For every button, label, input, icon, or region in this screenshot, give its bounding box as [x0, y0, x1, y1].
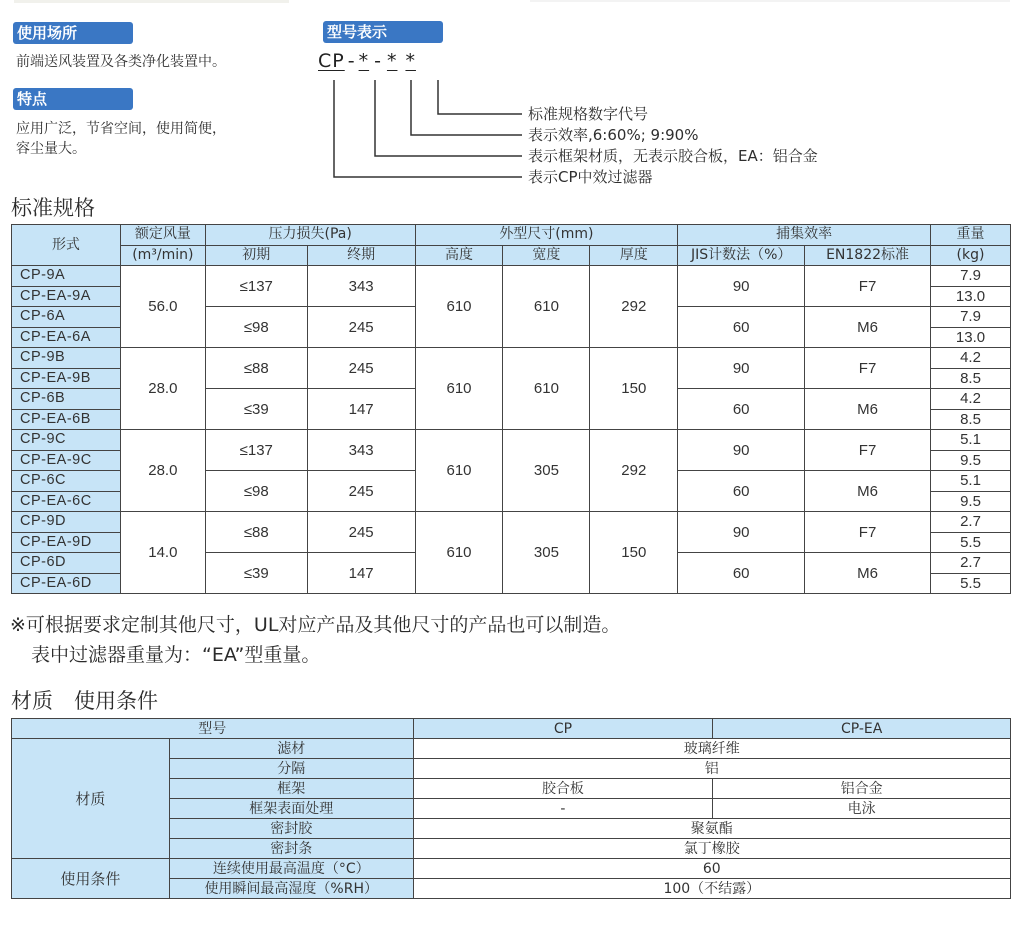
material-table	[11, 718, 1011, 899]
legend-size-code: 标准规格数字代号	[528, 105, 649, 123]
features-line2: 容尘量大。	[16, 141, 86, 157]
header-jis: JIS计数法（%）	[678, 245, 805, 266]
item-value: 玻璃纤维	[413, 739, 1010, 759]
jis-value: 90	[678, 266, 805, 307]
en-value: M6	[805, 307, 931, 348]
item-value: 聚氨酯	[413, 819, 1010, 839]
item-value: 铝	[413, 759, 1010, 779]
model-name: CP-6A	[12, 307, 121, 328]
initial-pressure: ≤39	[205, 553, 307, 594]
airflow-value: 28.0	[120, 348, 205, 430]
item-value: 100（不结露）	[413, 879, 1010, 899]
model-name: CP-EA-9C	[12, 450, 121, 471]
width-value: 305	[503, 512, 590, 594]
jis-value: 60	[678, 307, 805, 348]
table-row	[12, 512, 1011, 533]
height-value: 610	[415, 430, 503, 512]
header-height: 高度	[415, 245, 503, 266]
final-pressure: 147	[307, 553, 415, 594]
item-label: 使用瞬间最高湿度（%RH）	[169, 879, 413, 899]
weight-value: 7.9	[930, 266, 1010, 287]
model-name: CP-9D	[12, 512, 121, 533]
weight-value: 13.0	[930, 286, 1010, 307]
code-sep-2: -	[374, 50, 382, 72]
header-airflow-unit: (m³/min)	[120, 245, 205, 266]
item-value: 60	[413, 859, 1010, 879]
airflow-value: 28.0	[120, 430, 205, 512]
weight-value: 9.5	[930, 450, 1010, 471]
notation-leader-lines	[0, 0, 1024, 200]
model-name: CP-EA-6A	[12, 327, 121, 348]
item-label: 连续使用最高温度（°C）	[169, 859, 413, 879]
code-size-star: *	[405, 50, 416, 72]
weight-value: 9.5	[930, 491, 1010, 512]
spec-table-title: 标准规格	[11, 196, 95, 220]
features-tag: 特点	[13, 88, 133, 110]
item-value: 氯丁橡胶	[413, 839, 1010, 859]
width-value: 305	[503, 430, 590, 512]
depth-value: 150	[590, 512, 678, 594]
header-initial: 初期	[205, 245, 307, 266]
weight-value: 13.0	[930, 327, 1010, 348]
material-table-title: 材质 使用条件	[11, 689, 158, 713]
legend-frame-material: 表示框架材质，无表示胶合板，EA：铝合金	[528, 147, 818, 165]
note-line-2: 表中过滤器重量为：“EA”型重量。	[31, 644, 321, 666]
header-final: 终期	[307, 245, 415, 266]
airflow-value: 56.0	[120, 266, 205, 348]
item-value-cp: -	[413, 799, 713, 819]
width-value: 610	[503, 348, 590, 430]
jis-value: 60	[678, 389, 805, 430]
usage-text: 前端送风装置及各类净化装置中。	[16, 54, 226, 70]
final-pressure: 343	[307, 266, 415, 307]
item-label: 滤材	[169, 739, 413, 759]
header-cp-ea: CP-EA	[713, 719, 1011, 739]
code-prefix: CP	[318, 50, 345, 72]
weight-value: 2.7	[930, 553, 1010, 574]
model-name: CP-6D	[12, 553, 121, 574]
weight-value: 8.5	[930, 368, 1010, 389]
usage-tag: 使用场所	[13, 22, 133, 44]
header-dimensions: 外型尺寸(mm)	[415, 225, 678, 246]
initial-pressure: ≤137	[205, 430, 307, 471]
header-airflow: 额定风量	[120, 225, 205, 246]
item-label: 密封胶	[169, 819, 413, 839]
airflow-value: 14.0	[120, 512, 205, 594]
initial-pressure: ≤98	[205, 471, 307, 512]
header-efficiency: 捕集效率	[678, 225, 931, 246]
model-name: CP-EA-6B	[12, 409, 121, 430]
header-pressure: 压力损失(Pa)	[205, 225, 415, 246]
weight-value: 4.2	[930, 348, 1010, 369]
note-line-1: ※可根据要求定制其他尺寸，UL对应产品及其他尺寸的产品也可以制造。	[10, 614, 621, 636]
en-value: F7	[805, 348, 931, 389]
en-value: M6	[805, 389, 931, 430]
jis-value: 90	[678, 348, 805, 389]
final-pressure: 245	[307, 512, 415, 553]
item-label: 框架表面处理	[169, 799, 413, 819]
code-frame-star: *	[358, 50, 370, 72]
header-en: EN1822标准	[805, 245, 931, 266]
weight-value: 5.5	[930, 532, 1010, 553]
table-row	[12, 739, 1011, 759]
header-model: 型号	[12, 719, 414, 739]
initial-pressure: ≤137	[205, 266, 307, 307]
item-label: 分隔	[169, 759, 413, 779]
table-row	[12, 430, 1011, 451]
model-notation-tag: 型号表示	[323, 21, 443, 43]
header-weight: 重量	[930, 225, 1010, 246]
legend-efficiency: 表示效率,6:60%; 9:90%	[528, 126, 699, 144]
height-value: 610	[415, 266, 503, 348]
item-value-cp-ea: 电泳	[713, 799, 1011, 819]
code-eff-star: *	[386, 50, 398, 72]
weight-value: 7.9	[930, 307, 1010, 328]
final-pressure: 245	[307, 348, 415, 389]
height-value: 610	[415, 348, 503, 430]
model-name: CP-EA-9D	[12, 532, 121, 553]
item-label: 框架	[169, 779, 413, 799]
jis-value: 90	[678, 430, 805, 471]
jis-value: 60	[678, 553, 805, 594]
weight-value: 8.5	[930, 409, 1010, 430]
weight-value: 5.5	[930, 573, 1010, 594]
initial-pressure: ≤88	[205, 348, 307, 389]
header-cp: CP	[413, 719, 713, 739]
header-form: 形式	[12, 225, 121, 266]
initial-pressure: ≤39	[205, 389, 307, 430]
final-pressure: 147	[307, 389, 415, 430]
en-value: M6	[805, 553, 931, 594]
final-pressure: 343	[307, 430, 415, 471]
model-name: CP-EA-9A	[12, 286, 121, 307]
weight-value: 4.2	[930, 389, 1010, 410]
depth-value: 150	[590, 348, 678, 430]
header-weight-unit: (kg)	[930, 245, 1010, 266]
item-value-cp: 胶合板	[413, 779, 713, 799]
weight-value: 5.1	[930, 430, 1010, 451]
model-name: CP-6B	[12, 389, 121, 410]
en-value: F7	[805, 512, 931, 553]
material-group-label: 材质	[12, 739, 170, 859]
item-label: 密封条	[169, 839, 413, 859]
model-name: CP-EA-9B	[12, 368, 121, 389]
initial-pressure: ≤88	[205, 512, 307, 553]
model-name: CP-EA-6C	[12, 491, 121, 512]
item-value-cp-ea: 铝合金	[713, 779, 1011, 799]
width-value: 610	[503, 266, 590, 348]
table-row	[12, 859, 1011, 879]
model-name: CP-EA-6D	[12, 573, 121, 594]
features-line1: 应用广泛，节省空间，使用简便，	[16, 121, 226, 137]
depth-value: 292	[590, 430, 678, 512]
header-depth: 厚度	[590, 245, 678, 266]
en-value: M6	[805, 471, 931, 512]
depth-value: 292	[590, 266, 678, 348]
usage-group-label: 使用条件	[12, 859, 170, 899]
en-value: F7	[805, 266, 931, 307]
weight-value: 5.1	[930, 471, 1010, 492]
model-name: CP-9B	[12, 348, 121, 369]
jis-value: 90	[678, 512, 805, 553]
spec-table	[11, 224, 1011, 594]
initial-pressure: ≤98	[205, 307, 307, 348]
header-width: 宽度	[503, 245, 590, 266]
height-value: 610	[415, 512, 503, 594]
table-row	[12, 348, 1011, 369]
en-value: F7	[805, 430, 931, 471]
jis-value: 60	[678, 471, 805, 512]
final-pressure: 245	[307, 471, 415, 512]
code-sep-1: -	[347, 50, 356, 72]
model-name: CP-9C	[12, 430, 121, 451]
model-name: CP-9A	[12, 266, 121, 287]
legend-cp-filter: 表示CP中效过滤器	[528, 168, 653, 186]
weight-value: 2.7	[930, 512, 1010, 533]
table-row	[12, 266, 1011, 287]
model-name: CP-6C	[12, 471, 121, 492]
final-pressure: 245	[307, 307, 415, 348]
